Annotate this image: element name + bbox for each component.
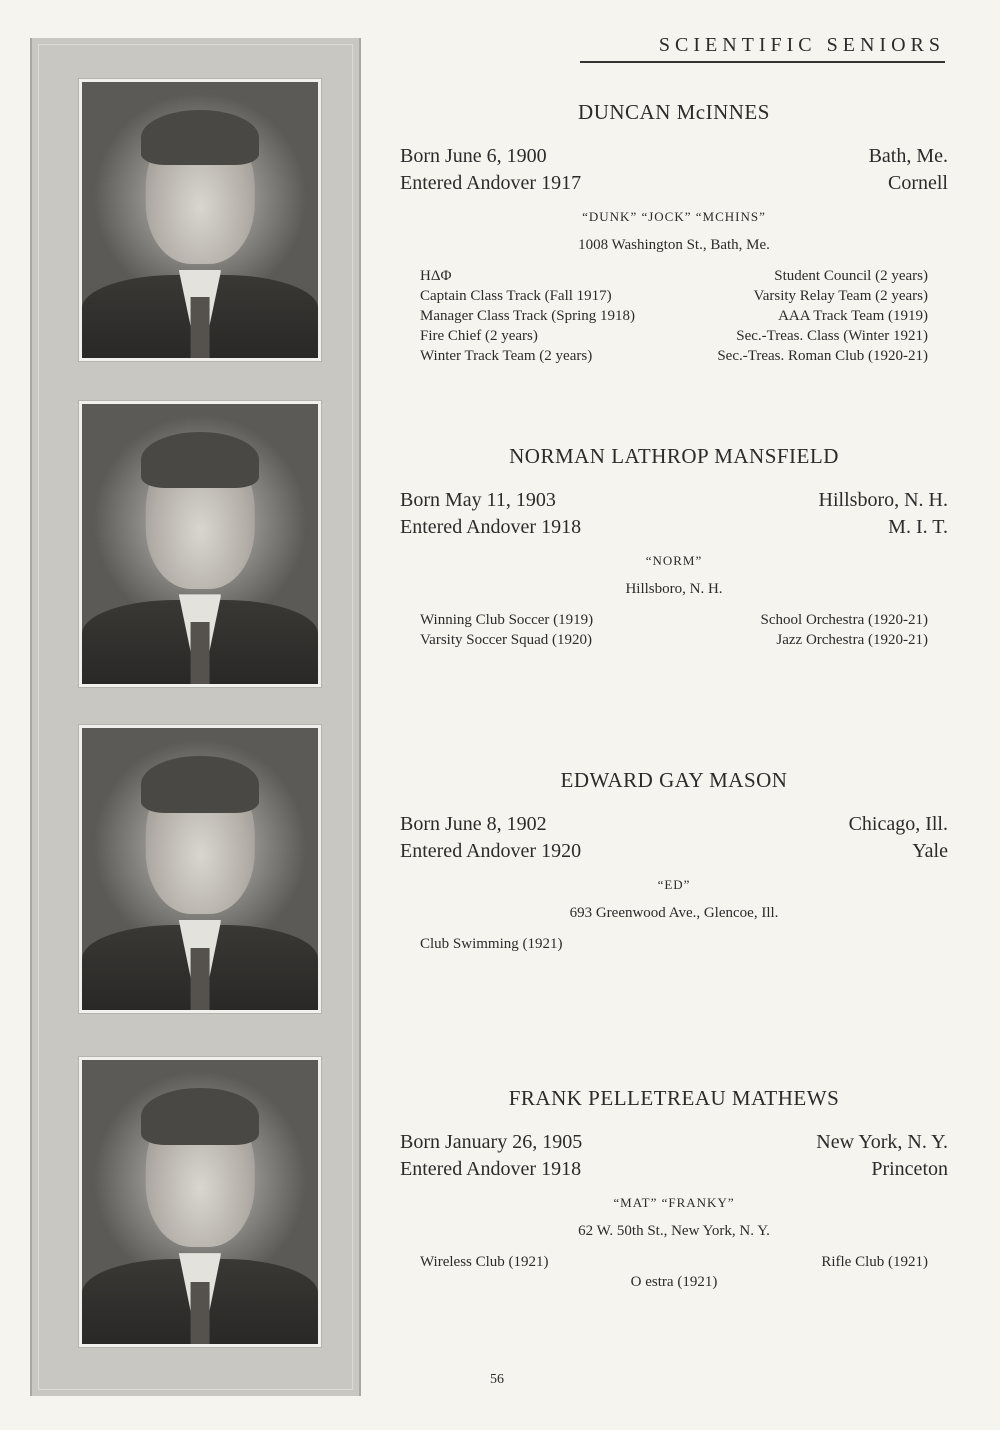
senior-entry (400, 768, 948, 954)
activities-list (400, 934, 948, 954)
activities-list (400, 610, 948, 650)
entered-year: Entered Andover 1918 (400, 516, 582, 538)
activity: Fire Chief (2 years) (420, 328, 538, 344)
senior-name: FRANK PELLETREAU MATHEWS (508, 1086, 840, 1110)
activity: Sec.-Treas. Class (Winter 1921) (736, 328, 928, 344)
portrait-frame (78, 724, 322, 1014)
address: 62 W. 50th St., New York, N. Y. (578, 1223, 770, 1239)
college: Cornell (888, 172, 948, 194)
activity: Student Council (2 years) (774, 268, 928, 284)
portrait-photo-mathews (82, 1060, 318, 1344)
entered-year: Entered Andover 1918 (400, 1158, 582, 1180)
nicknames: “ED” (657, 877, 691, 892)
entered-year: Entered Andover 1917 (400, 172, 582, 194)
portrait-frame (78, 1056, 322, 1348)
photo-strip (30, 38, 361, 1396)
address: 693 Greenwood Ave., Glencoe, Ill. (569, 905, 779, 921)
entered-year: Entered Andover 1920 (400, 840, 582, 862)
senior-name: NORMAN LATHROP MANSFIELD (509, 444, 839, 468)
activity: Rifle Club (1921) (821, 1254, 928, 1270)
portrait-photo-mansfield (82, 404, 318, 684)
birth-date: Born May 11, 1903 (400, 489, 556, 511)
activity: Wireless Club (1921) (420, 1254, 549, 1270)
portrait-frame (78, 400, 322, 688)
activity: O estra (1921) (630, 1274, 718, 1290)
hometown: Chicago, Ill. (848, 813, 948, 835)
activity: Winning Club Soccer (1919) (420, 612, 594, 628)
activities-list (400, 266, 948, 366)
portrait-frame (78, 78, 322, 362)
address: Hillsboro, N. H. (625, 581, 723, 597)
page-number: 56 (490, 1372, 504, 1387)
activity: Club Swimming (1921) (420, 936, 563, 952)
activity: Jazz Orchestra (1920-21) (776, 632, 928, 648)
nicknames: “NORM” (645, 553, 703, 568)
birth-date: Born January 26, 1905 (400, 1131, 583, 1153)
hometown: Hillsboro, N. H. (818, 489, 948, 511)
activity: Sec.-Treas. Roman Club (1920-21) (717, 348, 928, 364)
portrait-photo-mason (82, 728, 318, 1010)
activity: Captain Class Track (Fall 1917) (420, 288, 612, 304)
activity: Winter Track Team (2 years) (420, 348, 593, 364)
activity: HΔΦ (420, 268, 452, 284)
senior-entry (400, 1086, 948, 1292)
section-header: SCIENTIFIC SENIORS (580, 34, 945, 63)
hometown: Bath, Me. (868, 145, 948, 167)
senior-name: EDWARD GAY MASON (560, 768, 788, 792)
hometown: New York, N. Y. (816, 1131, 948, 1153)
nicknames: “DUNK” “JOCK” “MCHINS” (582, 209, 766, 224)
college: Yale (912, 840, 948, 862)
address: 1008 Washington St., Bath, Me. (578, 237, 770, 253)
birth-date: Born June 6, 1900 (400, 145, 547, 167)
activities-list (400, 1252, 948, 1292)
activity: School Orchestra (1920-21) (760, 612, 928, 628)
activity: Varsity Soccer Squad (1920) (420, 632, 593, 648)
college: Princeton (871, 1158, 948, 1180)
activity: Manager Class Track (Spring 1918) (420, 308, 635, 324)
birth-date: Born June 8, 1902 (400, 813, 547, 835)
college: M. I. T. (888, 516, 948, 538)
senior-entry (400, 100, 948, 366)
nicknames: “MAT” “FRANKY” (613, 1195, 735, 1210)
activity: AAA Track Team (1919) (778, 308, 928, 324)
senior-name: DUNCAN McINNES (578, 100, 770, 124)
senior-entry (400, 444, 948, 650)
activity: Varsity Relay Team (2 years) (753, 288, 928, 304)
portrait-photo-mcinnes (82, 82, 318, 358)
